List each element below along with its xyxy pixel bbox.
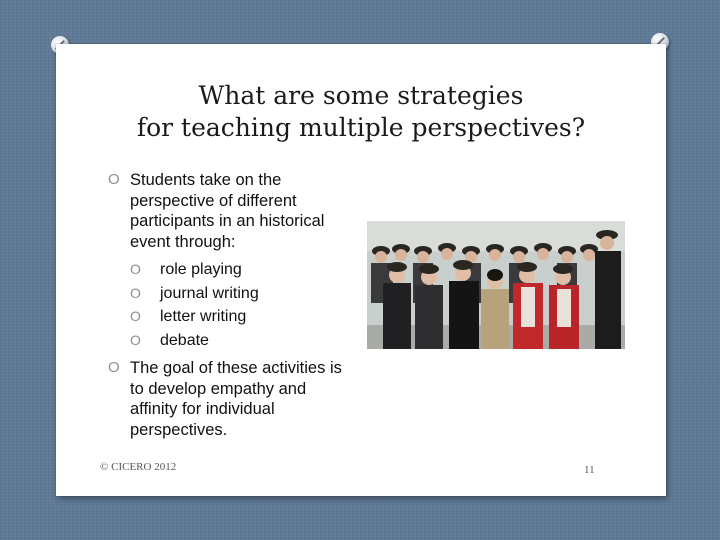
bullet-2-text: The goal of these activities is to develop empathy and affinity for individual perspectives. [130,359,342,439]
sub-bullet-list [130,258,358,352]
title-line-1: What are some strategies [198,81,524,110]
sub-bullet-1 [130,258,358,282]
group-photo-icon [367,221,625,349]
bullet-marker: O [130,308,141,324]
slide-title [56,80,666,144]
sub-bullet-4 [130,329,358,353]
bullet-list [108,170,358,440]
copyright-footer: © CICERO 2012 [100,461,177,473]
bullet-marker: O [108,171,120,188]
bullet-2 [108,358,358,440]
sub-bullet-2-text: journal writing [160,284,259,302]
sub-bullet-3-text: letter writing [160,308,247,325]
title-line-2: for teaching multiple perspectives? [136,113,586,142]
bullet-marker: O [130,261,141,277]
class-group-photo [367,221,625,349]
bullet-marker: O [130,331,141,348]
bullet-marker: O [130,284,141,301]
sub-bullet-4-text: debate [160,331,209,349]
slide-number: 11 [584,464,595,476]
bullet-1-text: Students take on the perspective of different participants in an historical event through: [130,171,325,251]
sub-bullet-1-text: role playing [160,261,242,278]
sub-bullet-2 [130,282,358,306]
sub-bullet-3 [130,305,358,329]
bullet-1 [108,170,358,252]
bullet-marker: O [108,359,120,376]
